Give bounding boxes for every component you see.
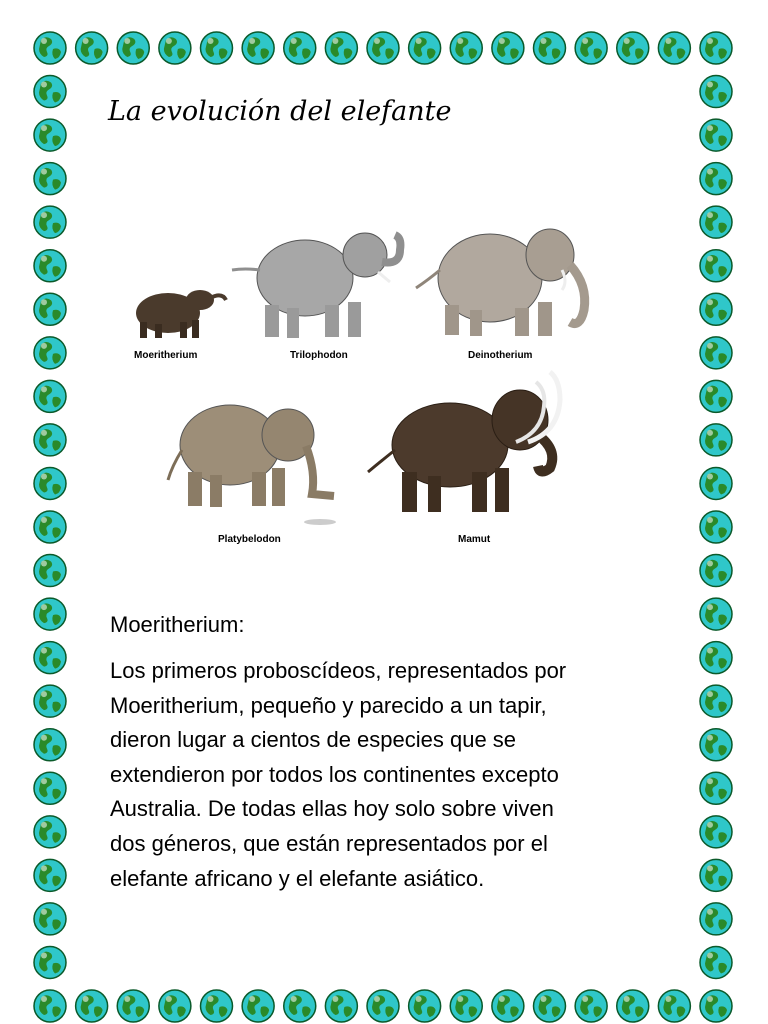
- animal-label-platybelodon: Platybelodon: [218, 534, 281, 545]
- globe-icon: [242, 32, 274, 64]
- mamut-illustration: [368, 372, 560, 512]
- animal-label-trilophodon: Trilophodon: [290, 350, 348, 361]
- paragraph-line: Los primeros proboscídeos, representados por: [110, 658, 567, 683]
- globe-icon: [700, 990, 732, 1022]
- paragraph-line: Moeritherium, pequeño y parecido a un tapir,: [110, 692, 547, 718]
- globe-icon: [159, 990, 191, 1022]
- globe-icon: [700, 76, 732, 108]
- animal-label-deinotherium: Deinotherium: [468, 350, 533, 361]
- globe-icon: [34, 903, 66, 935]
- globe-icon: [700, 642, 732, 674]
- globe-icon: [34, 772, 66, 804]
- globe-icon: [242, 990, 274, 1022]
- paragraph-line: dos géneros, que están representados por el: [110, 830, 548, 856]
- globe-icon: [34, 293, 66, 325]
- globe-icon: [700, 337, 732, 369]
- globe-icon: [492, 32, 524, 64]
- globe-icon: [34, 511, 66, 543]
- globe-icon: [34, 816, 66, 848]
- paragraph-line: elefante africano y el elefante asiático.: [110, 865, 485, 891]
- paragraph-line: extendieron por todos los continentes excepto: [110, 761, 559, 787]
- globe-icon: [700, 293, 732, 325]
- globe-icon: [34, 642, 66, 674]
- globe-icon: [325, 32, 357, 64]
- globe-icon: [34, 380, 66, 412]
- elephant-evolution-figure: [110, 210, 630, 555]
- globe-icon: [492, 990, 524, 1022]
- globe-icon: [658, 32, 690, 64]
- globe-icon: [201, 32, 233, 64]
- globe-icon: [700, 380, 732, 412]
- globe-icon: [34, 555, 66, 587]
- globe-icon: [34, 32, 66, 64]
- globe-icon: [700, 903, 732, 935]
- globe-icon: [284, 32, 316, 64]
- globe-icon: [617, 32, 649, 64]
- globe-icon: [159, 32, 191, 64]
- globe-icon: [700, 946, 732, 978]
- globe-icon: [700, 772, 732, 804]
- globe-icon: [34, 685, 66, 717]
- globe-icon: [325, 990, 357, 1022]
- globe-icon: [700, 598, 732, 630]
- globe-icon: [700, 511, 732, 543]
- globe-icon: [117, 990, 149, 1022]
- moeritherium-illustration: [136, 290, 226, 338]
- paragraph-line: Australia. De todas ellas hoy solo sobre viven: [110, 796, 554, 822]
- globe-icon: [700, 250, 732, 282]
- globe-icon: [700, 685, 732, 717]
- globe-icon: [617, 990, 649, 1022]
- globe-icon: [700, 32, 732, 64]
- globe-icon: [76, 32, 108, 64]
- globe-icon: [409, 990, 441, 1022]
- trilophodon-illustration: [232, 233, 400, 338]
- globe-icon: [700, 206, 732, 238]
- globe-icon: [534, 990, 566, 1022]
- globe-icon: [409, 32, 441, 64]
- globe-icon: [34, 76, 66, 108]
- deinotherium-illustration: [416, 229, 585, 336]
- globe-icon: [575, 990, 607, 1022]
- globe-icon: [34, 729, 66, 761]
- globe-icon: [34, 206, 66, 238]
- globe-icon: [450, 32, 482, 64]
- globe-icon: [34, 946, 66, 978]
- globe-icon: [284, 990, 316, 1022]
- globe-icon: [76, 990, 108, 1022]
- globe-icon: [117, 32, 149, 64]
- globe-icon: [34, 337, 66, 369]
- platybelodon-illustration: [168, 405, 336, 525]
- globe-icon: [700, 816, 732, 848]
- globe-icon: [34, 990, 66, 1022]
- globe-icon: [700, 424, 732, 456]
- globe-icon: [700, 859, 732, 891]
- globe-icon: [34, 467, 66, 499]
- globe-icon: [367, 32, 399, 64]
- globe-icon: [700, 163, 732, 195]
- globe-icon: [534, 32, 566, 64]
- section-heading: Moeritherium:: [110, 612, 245, 637]
- animal-label-moeritherium: Moeritherium: [134, 350, 198, 361]
- globe-icon: [34, 424, 66, 456]
- globe-icon: [575, 32, 607, 64]
- globe-icon: [658, 990, 690, 1022]
- paragraph-line: dieron lugar a cientos de especies que se: [110, 727, 517, 753]
- globe-icon: [34, 163, 66, 195]
- globe-icon: [201, 990, 233, 1022]
- page-title: La evolución del elefante: [108, 96, 452, 127]
- globe-icon: [34, 598, 66, 630]
- globe-icon: [700, 119, 732, 151]
- globe-icon: [700, 467, 732, 499]
- globe-icon: [34, 859, 66, 891]
- globe-icon: [34, 119, 66, 151]
- body-paragraph: [110, 654, 670, 896]
- globe-icon: [700, 555, 732, 587]
- globe-icon: [367, 990, 399, 1022]
- globe-icon: [700, 729, 732, 761]
- animal-label-mamut: Mamut: [458, 534, 491, 545]
- globe-icon: [34, 250, 66, 282]
- globe-icon: [450, 990, 482, 1022]
